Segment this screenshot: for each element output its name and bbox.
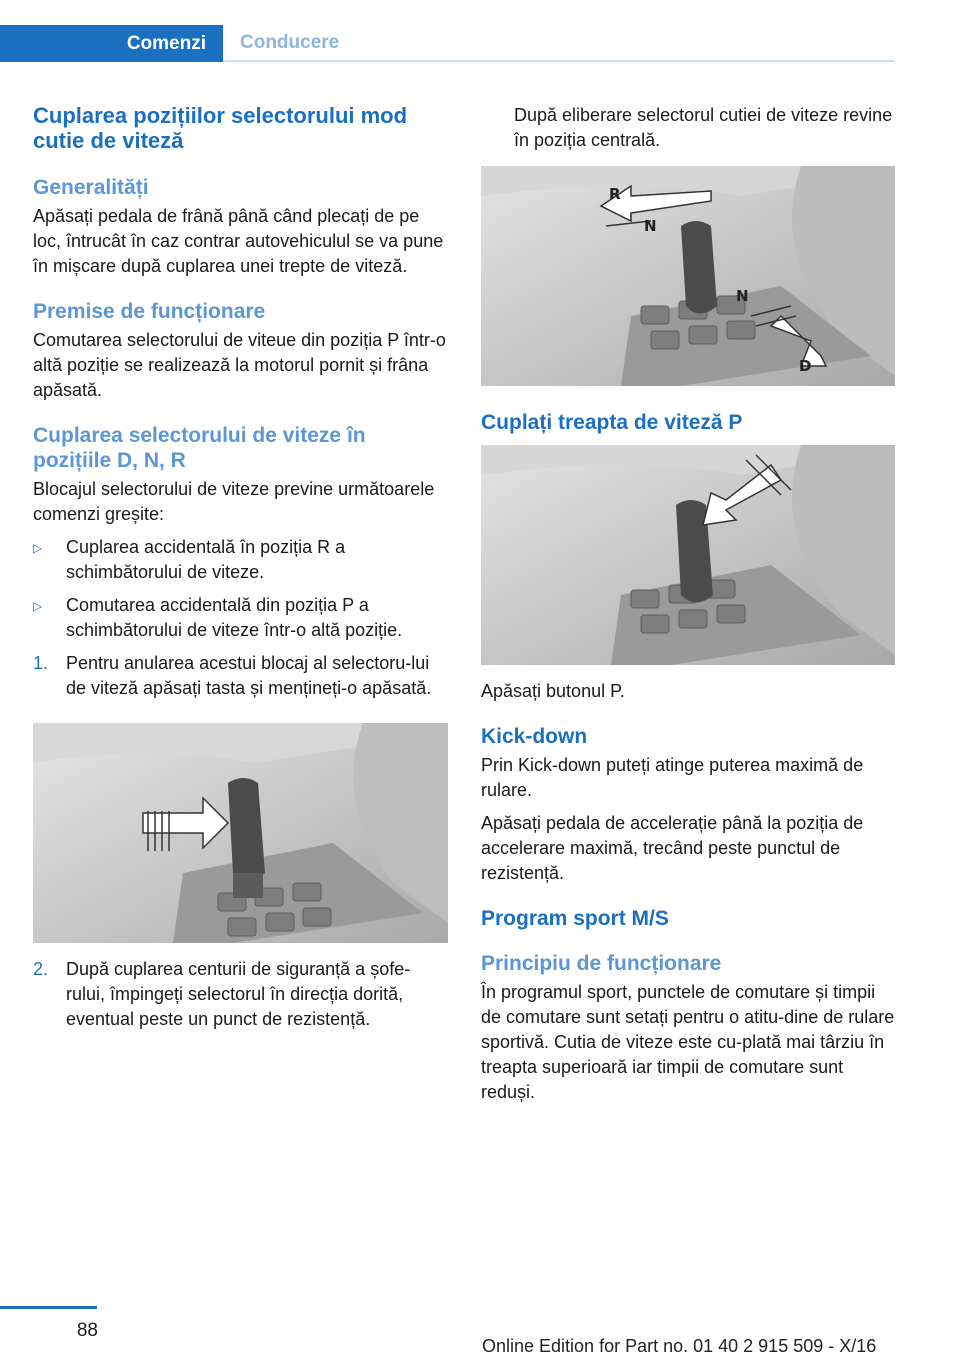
- left-column: [33, 103, 448, 1040]
- triangle-bullet-icon: ▷: [33, 541, 43, 555]
- step-text: După cuplarea centurii de siguranță a șofe‐rului, împingeți selectorul în direcția dorită, eventual peste un punct de rezistență.: [66, 959, 411, 1029]
- step-number: 2.: [33, 959, 49, 979]
- edition-footer: Online Edition for Part no. 01 40 2 915 509 - X/16: [482, 1336, 877, 1356]
- principle-text: În programul sport, punctele de comutare și timpii de comutare sunt setați pentru o atitu‐dine de rulare sportivă. Cutia de viteze este cu‐plată mai târziu în treapta superioară iar timpii de comutare sunt reduși.: [481, 982, 895, 1102]
- right-column: [481, 103, 895, 1113]
- release-text: După eliberare selectorul cutiei de viteze revine în poziția centrală.: [514, 105, 893, 150]
- p-heading: Cuplați treapta de viteză P: [481, 411, 743, 434]
- park-button-illustration: [481, 445, 895, 665]
- dnr-heading: Cuplarea selectorului de viteze în pozițiile D, N, R: [33, 424, 366, 472]
- list-item-text: Comutarea accidentală din poziția P a schimbătorului de viteze într-o altă poziție.: [66, 595, 403, 640]
- general-text: Apăsați pedala de frână până când plecați de pe loc, întrucât în caz contrar autovehiculul se va pune în mișcare după cuplarea unei trepte de viteză.: [33, 206, 444, 276]
- principle-heading: Principiu de funcționare: [481, 952, 722, 975]
- list-item: [33, 535, 448, 585]
- steps-list-1: [33, 651, 448, 701]
- general-heading: Generalități: [33, 176, 149, 199]
- list-item: [33, 593, 448, 643]
- kickdown-heading: Kick-down: [481, 725, 588, 748]
- bullet-list: [33, 535, 448, 643]
- header-tabs: [0, 25, 895, 62]
- step-text: Pentru anularea acestui blocaj al selectoru‐lui de viteză apăsați tasta și mențineți-o apăsată.: [66, 653, 432, 698]
- label-n-bottom: N: [736, 287, 749, 305]
- section-title: Cuplarea pozițiilor selectorului mod cutie de viteză: [33, 103, 408, 153]
- gear-selector-unlock-illustration: [33, 723, 448, 943]
- page-number: 88: [76, 1320, 98, 1341]
- premise-text: Comutarea selectorului de viteue din poziția P într-o altă poziție se realizează la motorul pornit și frâna apăsată.: [33, 330, 446, 400]
- triangle-bullet-icon: ▷: [33, 599, 43, 613]
- premise-heading: Premise de funcționare: [33, 300, 266, 323]
- dnr-text: Blocajul selectorului de viteze previne următoarele comenzi greșite:: [33, 479, 435, 524]
- tab-comenzi[interactable]: Comenzi: [0, 25, 223, 62]
- gear-positions-illustration: [481, 166, 895, 386]
- step-item: [33, 957, 448, 1032]
- step-item: [33, 651, 448, 701]
- sport-heading: Program sport M/S: [481, 907, 669, 930]
- tab-conducere[interactable]: Conducere: [240, 31, 340, 53]
- step-number: 1.: [33, 653, 49, 673]
- kickdown-text-2: Apăsați pedala de accelerație până la poziția de accelerare maximă, trecând peste punctul de rezistență.: [481, 813, 864, 883]
- list-item-text: Cuplarea accidentală în poziția R a schimbătorului de viteze.: [66, 537, 346, 582]
- kickdown-text-1: Prin Kick-down puteți atinge puterea maximă de rulare.: [481, 755, 864, 800]
- footer-rule: [0, 1306, 97, 1309]
- label-n-top: N: [644, 217, 657, 235]
- label-r: R: [609, 185, 621, 203]
- steps-list-2: [33, 957, 448, 1032]
- label-d: D: [799, 357, 812, 375]
- p-text: Apăsați butonul P.: [481, 681, 625, 701]
